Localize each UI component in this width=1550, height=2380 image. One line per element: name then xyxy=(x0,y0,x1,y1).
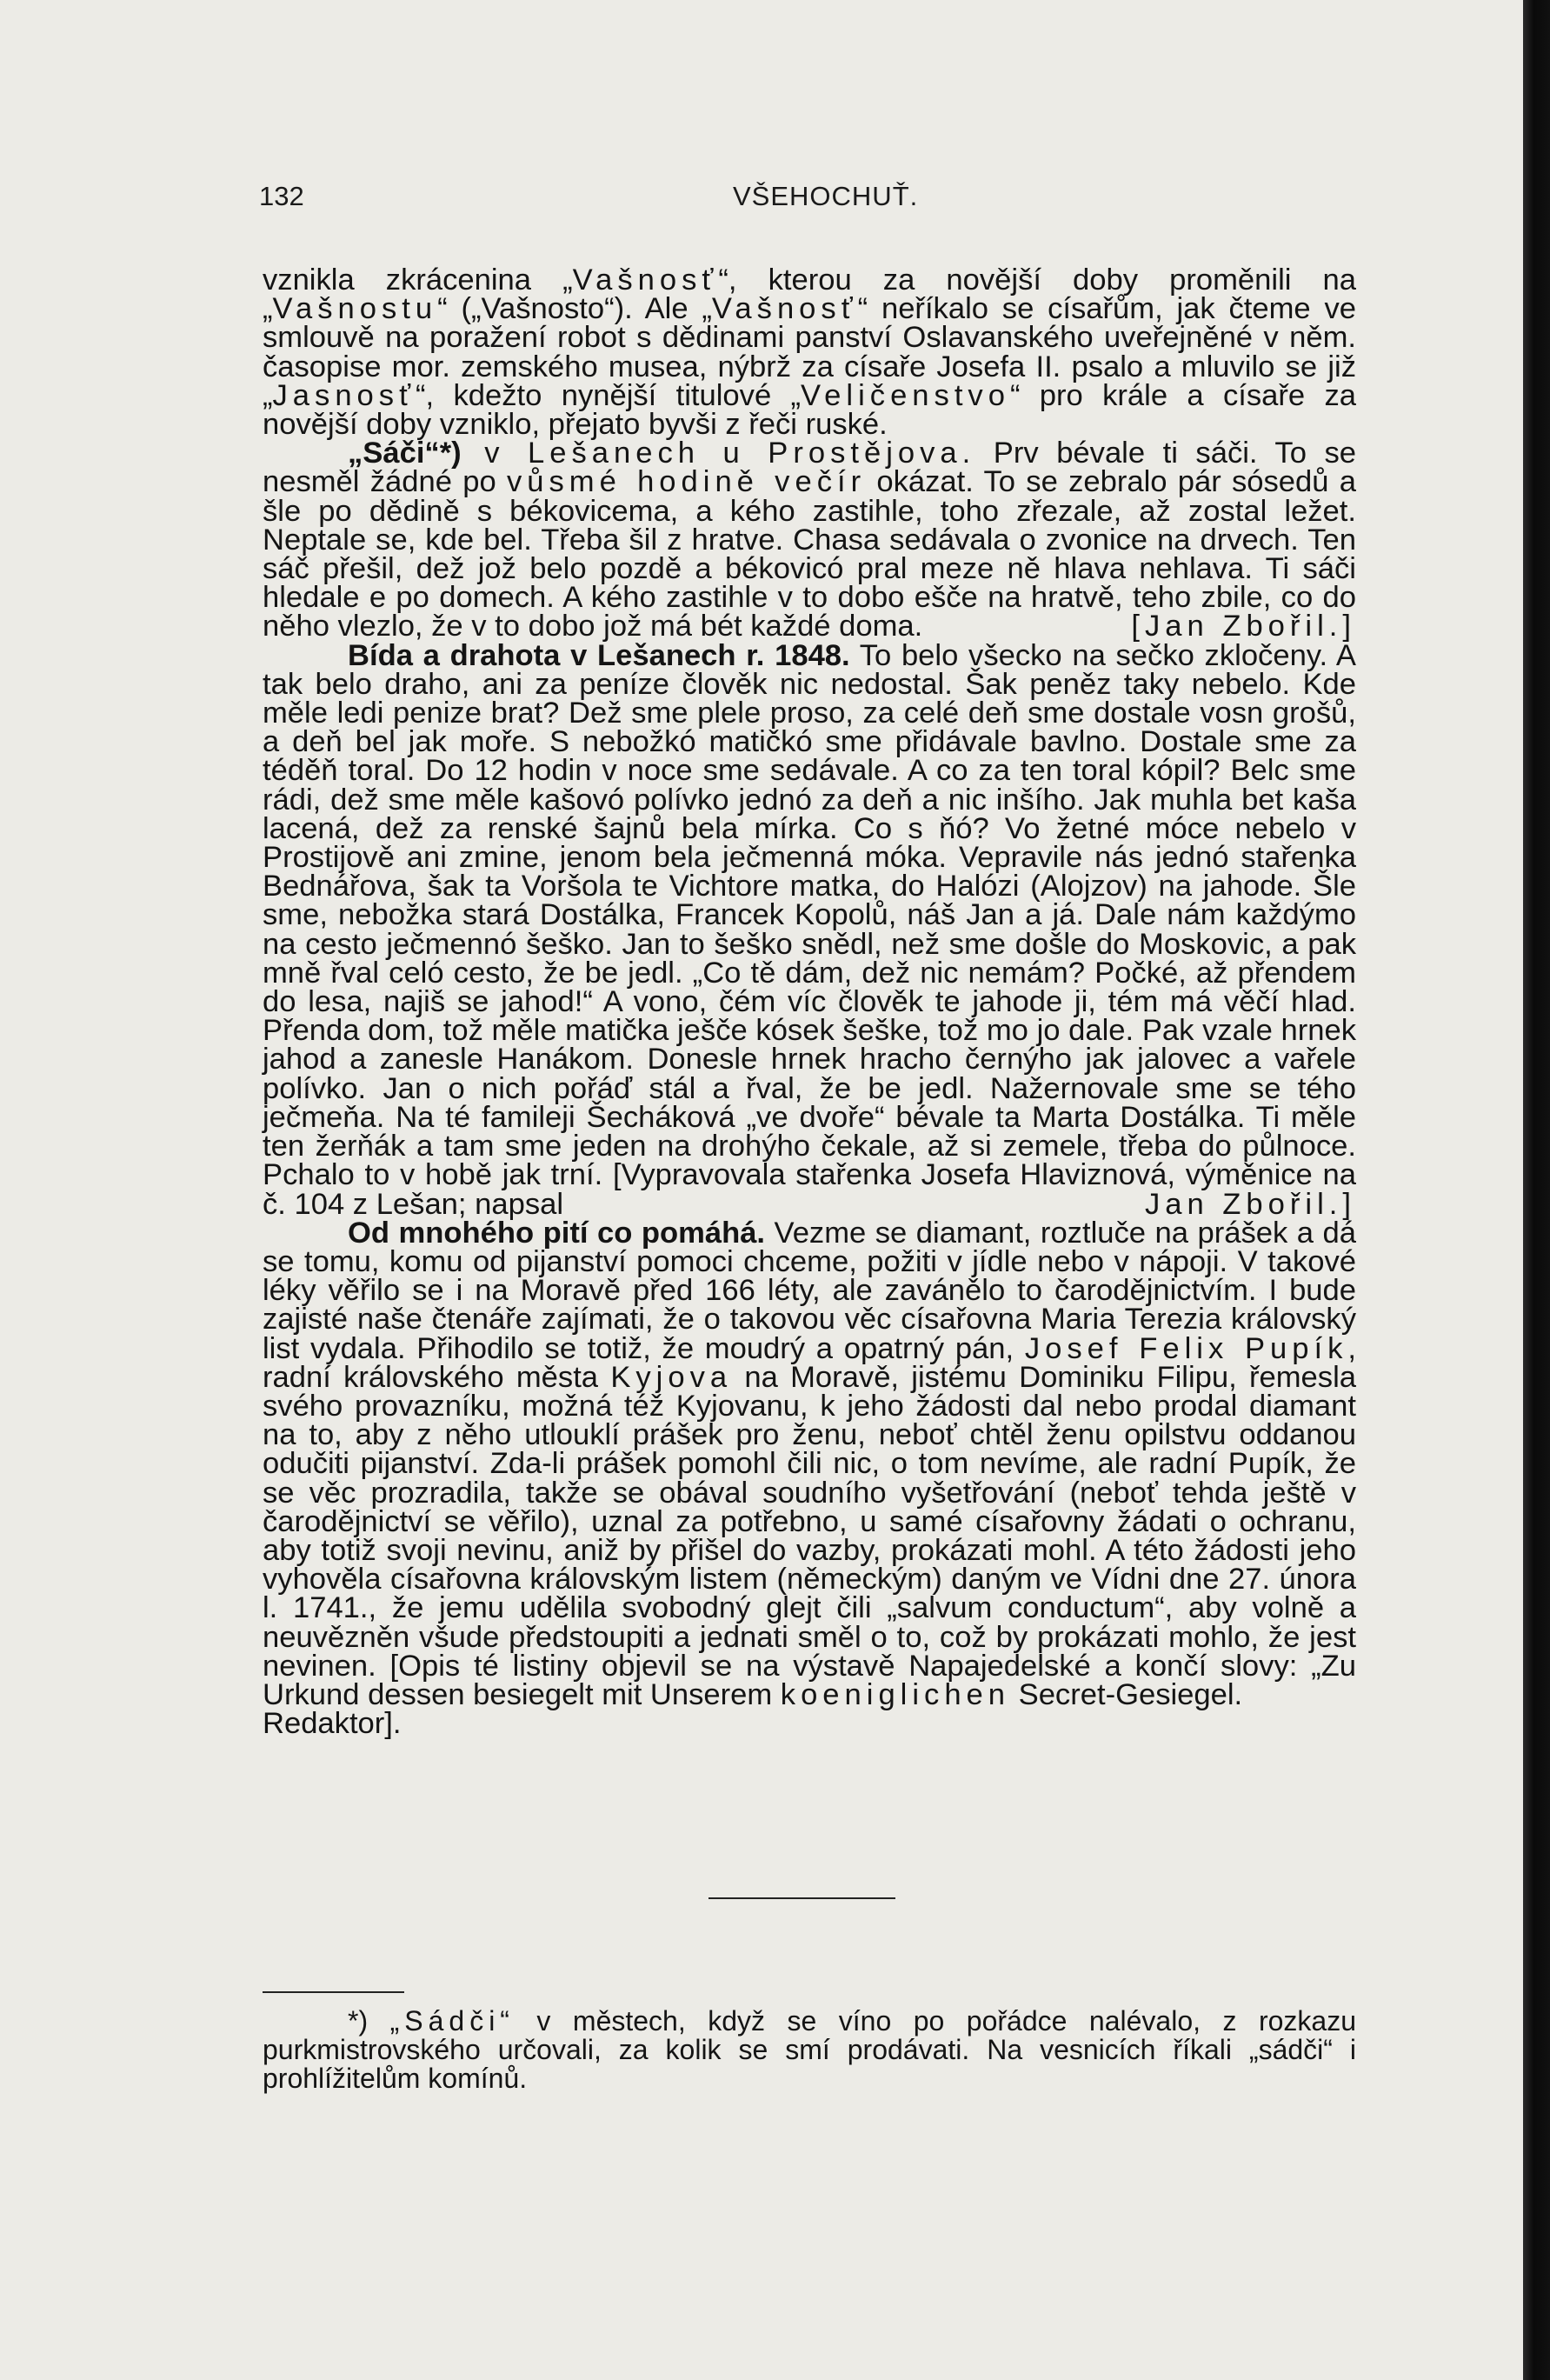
section-title-piti: Od mnohého pití co pomáhá. xyxy=(348,1216,766,1250)
page-edge-shadow xyxy=(1523,0,1550,2380)
paragraph-bida: Bída a drahota v Lešanech r. 1848. To belo všecko na sečko zkločeny. A tak belo draho, ani za peníze člověk nic nedostal. Šak peněz taky nebelo. Kde měle ledi penize brat? Dež sme plele proso, za celé deň sme dostale vosn grošů, a deň bel jak moře. S nebožkó matičkó sme přidávale bavlno. Dostale sme za téděň toral. Do 12 hodin v noce sme sedávale. A co za ten toral kópil? Belc sme rádi, dež sme měle kašovó polívko jednó za deň a nic inšího. Jak muhla bet kaša lacená, dež za renské šajnů bela mírka. Co s ňó? Vo žetné móce nebelo v Prostijově ani zmine, jenom bela ječmenná móka. Vepravile nás jednó stařenka Bednářova, šak ta Voršola te Vichtore matka, do Halózi (Alojzov) na jahode. Šle sme, nebožka stará Dostálka, Francek Kopolů, náš Jan a já. Dale nám každýmo na cesto ječmennó šeško. Jan to šeško snědl, než sme došle do Moskovic, a pak mně řval celó cesto, že be jedl. „Co tě dám, dež nic nemám? Počké, až přendem do lesa, najiš se jahod!“ A vono, čém víc člověk te jahode ji, tém má věčí hlad. Přenda dom, tož měle matička ješče kósek šeške, tož mo jo dale. Pak vzale hrnek jahod a zanesle Hanákom. Donesle hrnek hracho černýho jak jalovec a vařele polívko. Jan o nich pořáď stál a řval, že be jedl. Nažernovale sme se tého ječmeňa. Na té famileji Šecháková „ve dvoře“ bévale ta Marta Dostálka. Ti měle ten žerňák a tam sme jeden na drohýho čekale, až si zemele, třeba do půlnoce. Pchalo to v hobě jak trní. [Vypravovala stařenka Josefa Hlaviznová, výměnice na č. 104 z Lešan; napsal Jan Zbořil.] xyxy=(263,638,1356,1221)
section-title-bida: Bída a drahota v Lešanech r. 1848. xyxy=(348,638,850,672)
paragraph-saci: „Sáči“*) v Lešanech u Prostějova. Prv bévale ti sáči. To se nesměl žádné po vůsmé hodině večír okázat. To se zebralo pár sósedů a šle po dědině s békovicema, a kého zastihle, toho zřezale, až zostal ležet. Neptale se, kde bel. Třeba šil z hratve. Chasa sedávala o zvonice na drvech. Ten sáč přešil, dež jož belo pozdě a békovicó pral meze ně hlava nehlava. Ti sáči hledale e po domech. A kého zastihle v to dobo ešče na hratvě, teho zbile, co do něho vlezlo, že v to dobo jož má bét každé doma. [Jan Zbořil.] xyxy=(263,437,1357,643)
main-text xyxy=(263,263,1357,1741)
footnote-rule xyxy=(263,1991,404,1993)
page-number: 132 xyxy=(259,181,304,211)
footnote: *) „Sádči“ v městech, když se víno po pořádce nalévalo, z rozkazu purkmistrovského určovali, za kolik se smí prodávati. Na vesnicích říkali „sádči“ i prohlížitelům komínů. xyxy=(263,2005,1357,2094)
signature: Jan Zbořil.] xyxy=(1144,1187,1356,1221)
page-header xyxy=(259,181,1363,216)
running-title: VŠEHOCHUŤ. xyxy=(733,181,919,211)
paragraph-piti: Od mnohého pití co pomáhá. Vezme se diamant, roztluče na prášek a dá se tomu, komu od pijanství pomoci chceme, požiti v jídle nebo v nápoji. V takové léky věřilo se i na Moravě před 166 léty, ale zavánělo to čarodějnictvím. I bude zajisté naše čtenáře zajímati, že o takovou věc císařovna Maria Terezia královský list vydala. Přihodilo se totiž, že moudrý a opatrný pán, Josef Felix Pupík, radní královského města Kyjova na Moravě, jistému Dominiku Filipu, řemesla svého provazníku, možná též Kyjovanu, k jeho žádosti dal nebo prodal diamant na to, aby z něho utlouklí prášek pro ženu, neboť chtěl ženu opilstvu oddanou odučiti pijanství. Zda-li prášek pomohl čili nic, o tom nevíme, ale radní Pupík, že se věc prozradila, takže se obával soudního vyšetřování (neboť tehda ještě v čarodějnictví se věřilo), uznal za potřebno, u samé císařovny žádati o ochranu, aby totiž svoji nevinu, aniž by přišel do vazby, prokázati mohl. A této žádosti jeho vyhověla císařovna královským listem (německým) daným ve Vídni dne 27. února l. 1741., že jemu udělila svobodný glejt čili „salvum conductum“, aby volně a neuvězněn všude předstoupiti a jednati směl o to, což by prokázati mohlo, že jest nevinen. [Opis té listiny objevil se na výstavě Napajedelské a končí slovy: „Zu Urkund dessen besiegelt mit Unserem koeniglichen Secret-Gesiegel. xyxy=(263,1216,1356,1711)
paragraph-vasnost: vznikla zkrácenina „Vašnosť“, kterou za novější doby proměnili na „Vašnostu“ („Vašnosto“). Ale „Vašnosť“ neříkalo se císařům, jak čteme ve smlouvě na poražení robot s dědinami panství Oslavanského uveřejněné v něm. časopise mor. zemského musea, nýbrž za císaře Josefa II. psalo a mluvilo se již „Jasnosť“, kdežto nynější titulové „Veličenstvo“ pro krále a císaře za novější doby vzniklo, přejato byvši z řeči ruské. xyxy=(263,263,1356,442)
section-divider xyxy=(708,1897,895,1899)
editor-signature: Redaktor]. xyxy=(263,1707,402,1741)
section-title-saci: „Sáči“*) xyxy=(348,437,462,470)
signature: [Jan Zbořil.] xyxy=(1131,610,1356,643)
